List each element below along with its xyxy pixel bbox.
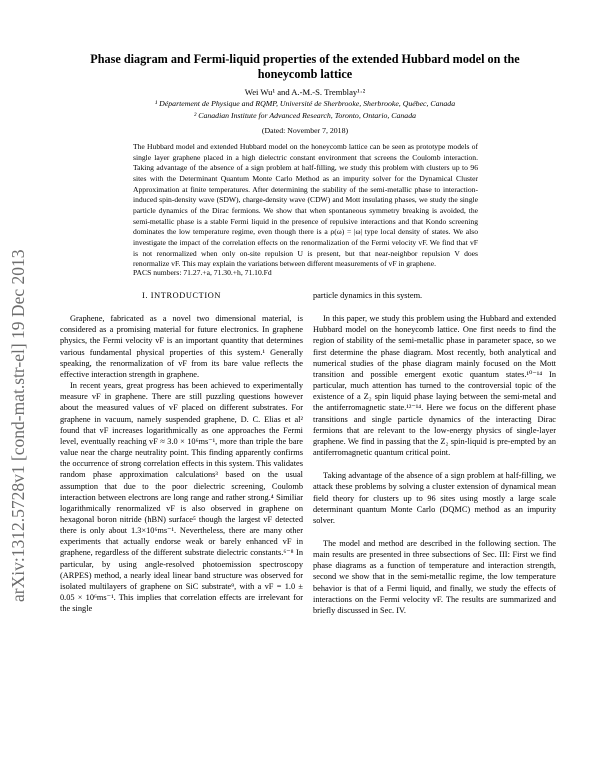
abstract <box>133 142 478 270</box>
arxiv-stamp-text: arXiv:1312.5728v1 [cond-mat.str-el] 19 Dec 2013 <box>8 249 28 602</box>
pacs-numbers: PACS numbers: 71.27.+a, 71.30.+h, 71.10.Fd <box>133 268 272 277</box>
affiliation-2: ² Canadian Institute for Advanced Research, Toronto, Ontario, Canada <box>193 111 417 120</box>
author-list: Wei Wu¹ and A.-M.-S. Tremblay¹·² <box>244 87 366 97</box>
right-column <box>313 290 556 616</box>
abstract-text: The Hubbard model and extended Hubbard model on the honeycomb lattice can be seen as prototype models of single layer graphene placed in a high dielectric constant environment that screens the Coulomb interaction. Taking advantage of the absence of a sign problem at half-filling, we study this problem with clusters up to 96 sites with the Determinant Quantum Monte Carlo Method as an impurity solver for the Dynamical Cluster Approximation at finite temperatures. After determining the stability of the semi-metallic phase to interaction-induced spin-density wave (SDW), charge-density wave (CDW) and Mott insulating phases, we study the single particle dynamics of the Dirac fermions. We show that when spontaneous symmetry breaking is avoided, the semi-metallic phase is a stable Fermi liquid in the presence of repulsive interactions and that Kondo screening dominates the low temperature regime, even though there is a ρ(ω) = |ω| type local density of states. We also investigate the impact of the correlation effects on the renormalization of the Fermi velocity vF. We find that vF is not renormalized when only on-site repulsion U is present, but that near-neighbor repulsion V does renormalize vF. This may explain the variations between different measurements of vF in graphene. <box>133 142 478 269</box>
dated-line: (Dated: November 7, 2018) <box>261 126 349 135</box>
affiliation-1: ¹ Département de Physique and RQMP, Université de Sherbrooke, Sherbrooke, Québec, Canada <box>154 99 456 108</box>
intro-paragraph-5: The model and method are described in the following section. The main results are presented in three subsections of Sec. III: First we find phase diagrams as a function of temperature and interaction strength, second we show that in the semi-metallic regime, the low temperature behavior is that of a Fermi liquid, and finally, we study the effects of interactions on the Fermi velocity vF. The results are summarized and briefly discussed in Sec. IV. <box>313 538 556 615</box>
intro-paragraph-2: In recent years, great progress has been achieved to experimentally measure vF in graphene. There are still puzzling questions however about the measured values of vF placed on different substrates. For graphene in vacuum, namely suspended graphene, D. C. Elias et al² found that vF increases logarithmically as one approaches the Fermi level, eventually reaching vF ≈ 3.0 × 10⁶ms⁻¹, more than triple the bare value near the charge neutrality point. This finding apparently confirms the occurrence of strong correlation effects in this system. This validates random phase approximation calculations³ based on the usual assumption that due to the poor dielectric screening, Coulomb interaction between electrons are long range and rather strong.⁴ Similiar logarithmically renormalized vF is also observed in graphene on hexagonal boron nitride (hBN) surface⁵ though the largest vF detected there is only about 1.3×10⁶ms⁻¹. Nevertheless, there are many other experiments that actually endorse weak or barely enhanced vF in graphene, regardless of the different substrate dielectric constants.⁶⁻⁸ In particular, by using angle-resolved photoemission spectroscopy (ARPES) method, a nearly ideal linear band structure was observed for isolated multilayers of graphene on SiC substrate⁹, with a vF = 1.0 ± 0.05 × 10⁶ms⁻¹. This implies that correlation effects are irrelevant for the single <box>60 381 303 614</box>
paper-title: Phase diagram and Fermi-liquid properties of the extended Hubbard model on the honeycomb lattice <box>90 52 520 81</box>
left-column <box>60 290 303 614</box>
intro-paragraph-1: Graphene, fabricated as a novel two dimensional material, is considered as a promising material for future electronics. In graphene physics, the Fermi velocity vF is an important quantity that determines various fundamental physical properties of this system.¹ Generally speaking, the renormalization of vF from its bare value reflects the effective interaction strength in graphene. <box>60 314 303 379</box>
intro-paragraph-3: In this paper, we study this problem using the Hubbard and extended Hubbard model on the honeycomb lattice. One first needs to find the region of stability of the semi-metallic phase in parameter space, so we first determine the phase diagram. Most recently, both analytical and numerical studies of the phase diagram mainly focused on the Mott transition and possible emergent exotic quantum states.¹⁰⁻¹⁴ In particular, much attention has turned to the controversial topic of the existence of a Z₂ spin liquid phase laying between the semi-metal and the antiferromagnetic state.¹²⁻¹⁴. Here we focus on the different phase transitions and single particle dynamics of the interacting Dirac fermions that are relevant to the low-energy physics of single-layer graphene. We find in passing that the Z₂ spin-liquid is pre-empted by an antiferromagnetic quantum critical point. <box>313 314 556 458</box>
intro-paragraph-continuation: particle dynamics in this system. <box>313 291 423 300</box>
arxiv-identifier-stamp <box>2 190 32 610</box>
intro-paragraph-4: Taking advantage of the absence of a sign problem at half-filling, we attack these problems by solving a cluster extension of dynamical mean field theory for clusters up to 96 sites using mostly a large scale determinant quantum Monte Carlo (DQMC) method as an impurity solver. <box>313 471 556 525</box>
section-heading-introduction: I. INTRODUCTION <box>142 291 221 300</box>
